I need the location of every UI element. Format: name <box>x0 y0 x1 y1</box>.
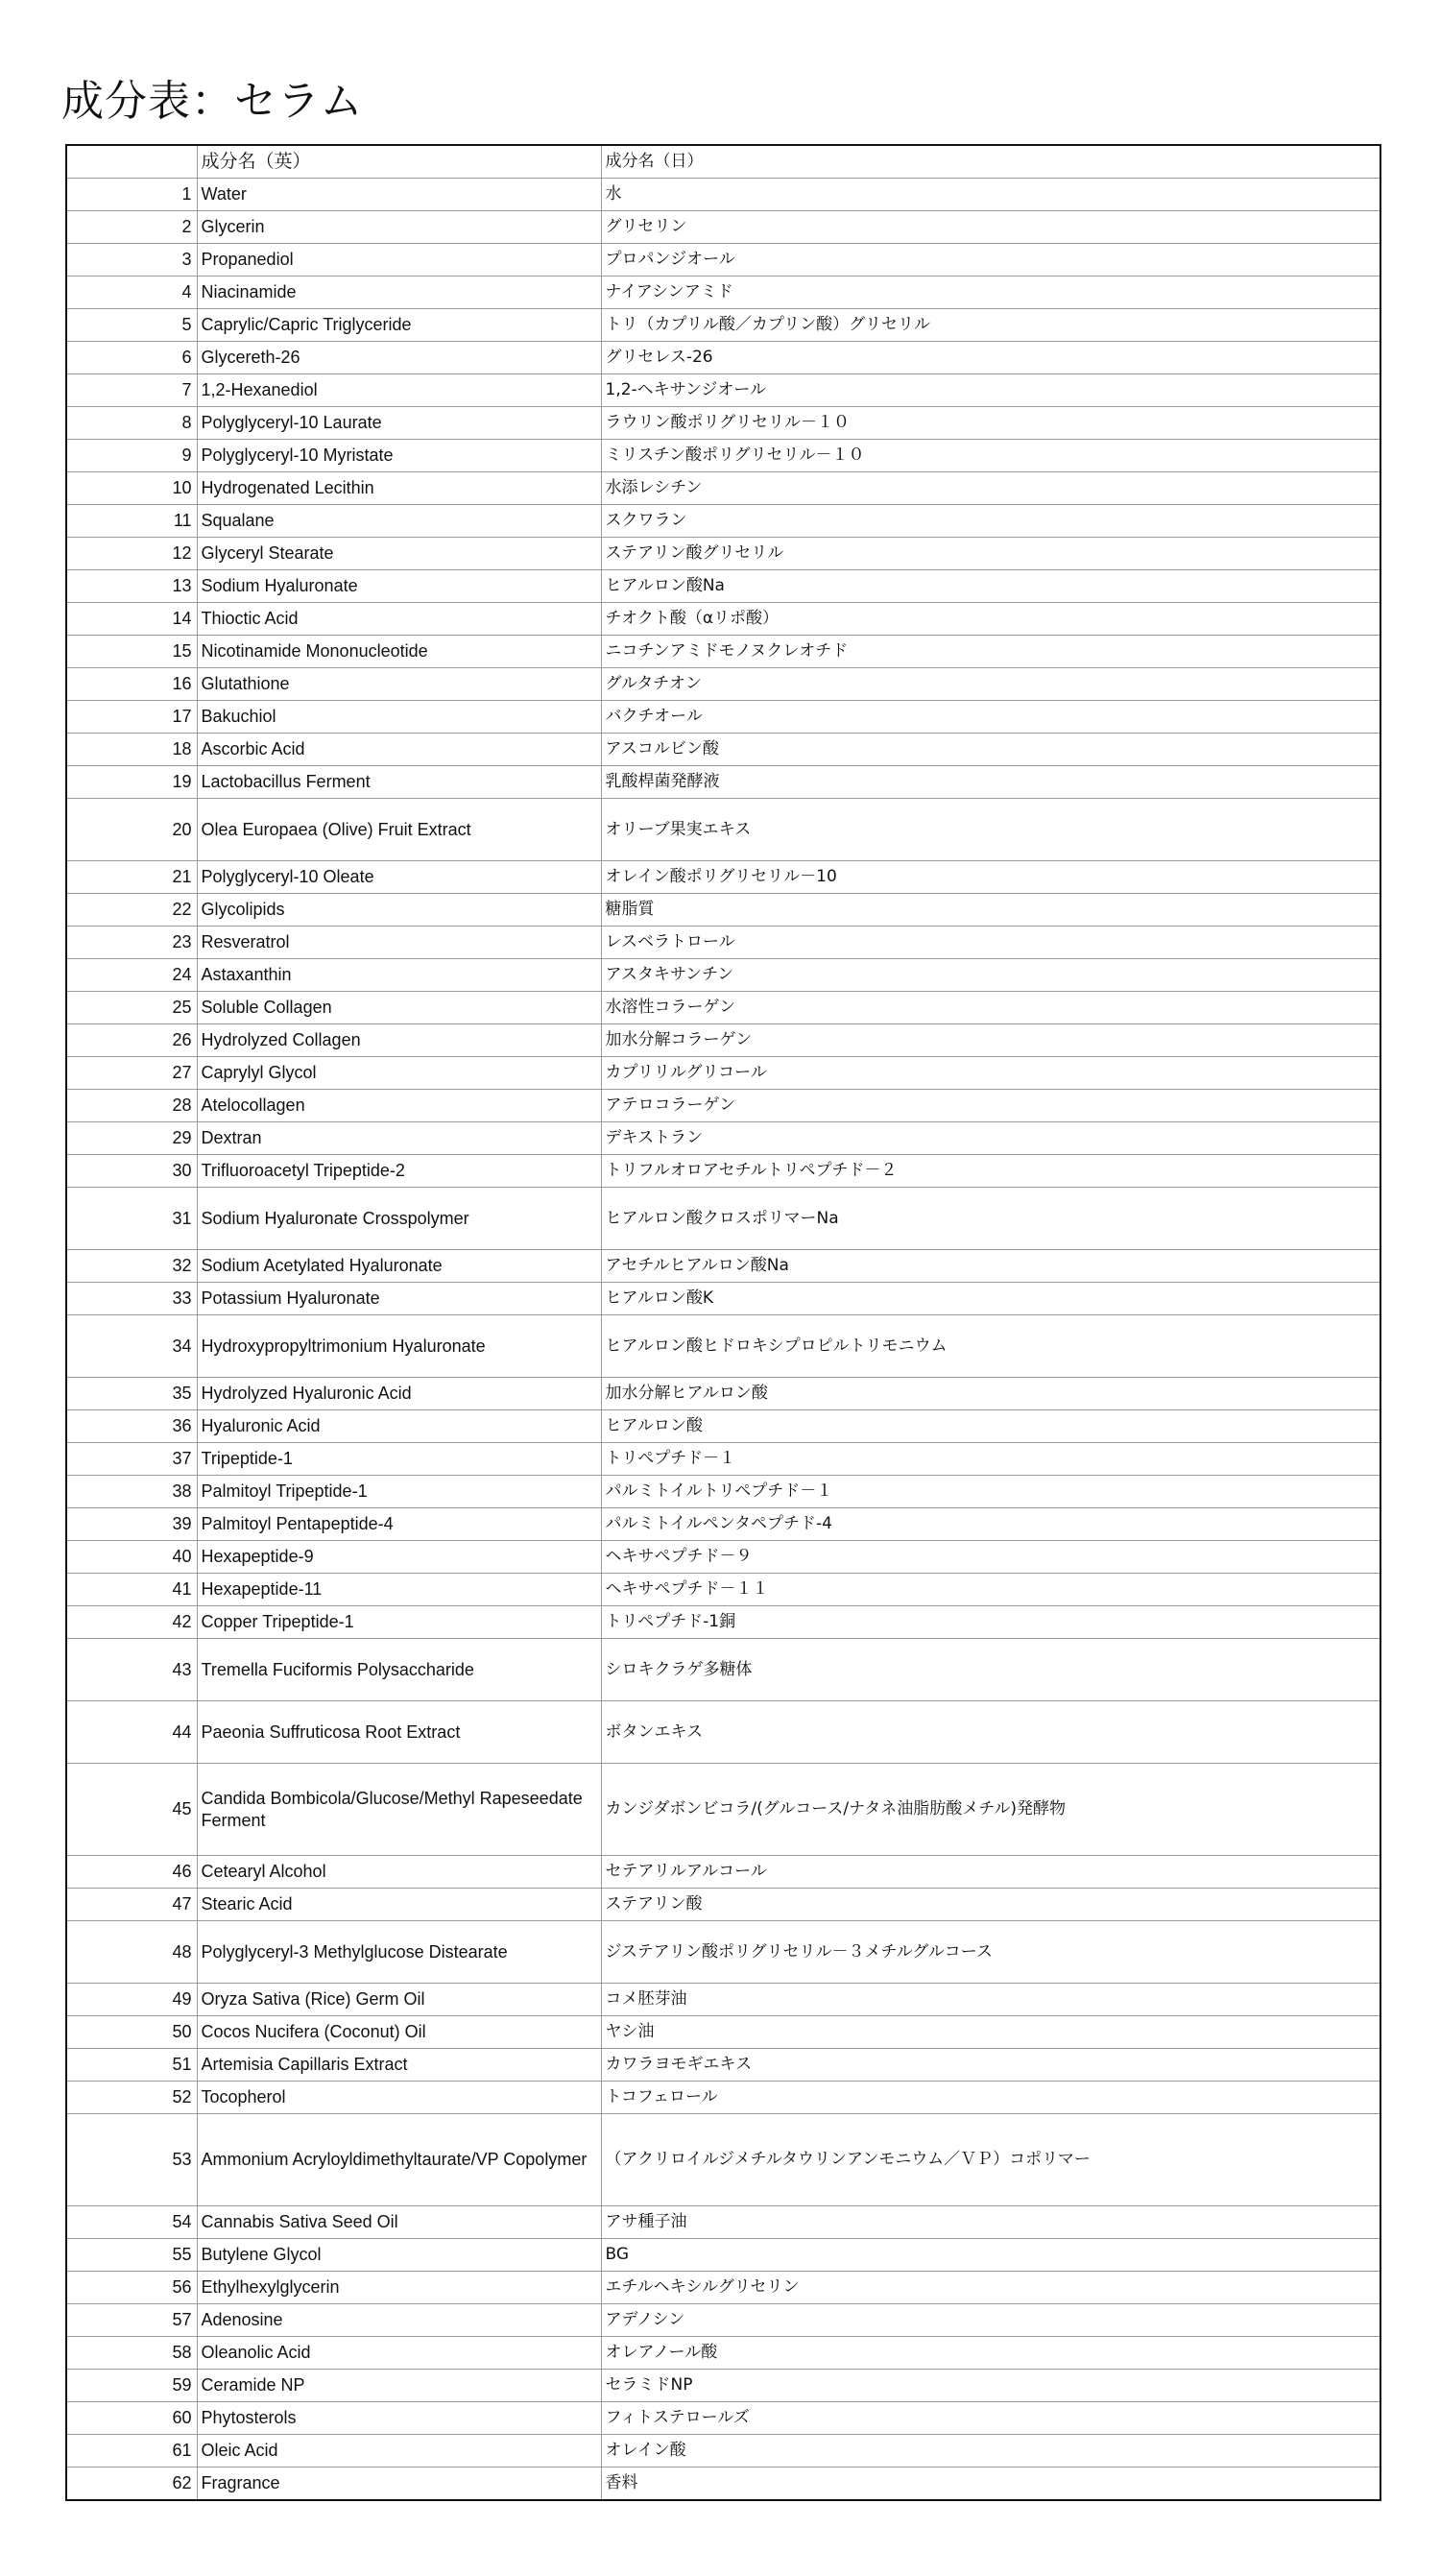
ingredient-japanese-name: プロパンジオール <box>601 244 1380 277</box>
ingredient-japanese-name: トリ（カプリル酸／カプリン酸）グリセリル <box>601 309 1380 342</box>
ingredient-japanese-name: ヒアルロン酸Na <box>601 570 1380 603</box>
row-number: 48 <box>66 1921 197 1984</box>
ingredient-japanese-name: 水溶性コラーゲン <box>601 992 1380 1024</box>
ingredient-english-name: Niacinamide <box>197 277 601 309</box>
ingredient-japanese-name: アスタキサンチン <box>601 959 1380 992</box>
ingredient-japanese-name: アセチルヒアルロン酸Na <box>601 1250 1380 1283</box>
ingredient-english-name: Hydrogenated Lecithin <box>197 472 601 505</box>
table-row <box>66 636 1380 668</box>
ingredient-english-name: Water <box>197 179 601 211</box>
ingredient-japanese-name: 1,2-ヘキサンジオール <box>601 374 1380 407</box>
ingredient-japanese-name: シロキクラゲ多糖体 <box>601 1639 1380 1701</box>
table-row <box>66 1410 1380 1443</box>
row-number: 17 <box>66 701 197 734</box>
row-number: 16 <box>66 668 197 701</box>
ingredient-japanese-name: トリペプチド－１ <box>601 1443 1380 1476</box>
table-row <box>66 374 1380 407</box>
row-number: 46 <box>66 1856 197 1889</box>
table-row <box>66 2082 1380 2114</box>
ingredient-english-name: Cocos Nucifera (Coconut) Oil <box>197 2016 601 2049</box>
ingredient-japanese-name: 水 <box>601 179 1380 211</box>
ingredient-english-name: Nicotinamide Mononucleotide <box>197 636 601 668</box>
table-row <box>66 766 1380 799</box>
table-row <box>66 1090 1380 1122</box>
ingredient-japanese-name: バクチオール <box>601 701 1380 734</box>
table-row <box>66 1155 1380 1188</box>
table-row <box>66 1443 1380 1476</box>
ingredient-english-name: Hydroxypropyltrimonium Hyaluronate <box>197 1315 601 1378</box>
row-number: 35 <box>66 1378 197 1410</box>
table-row <box>66 2337 1380 2370</box>
ingredient-japanese-name: 糖脂質 <box>601 894 1380 927</box>
ingredient-japanese-name: パルミトイルトリペプチド－１ <box>601 1476 1380 1508</box>
ingredient-english-name: Glycolipids <box>197 894 601 927</box>
ingredient-english-name: Ascorbic Acid <box>197 734 601 766</box>
row-number: 43 <box>66 1639 197 1701</box>
row-number: 1 <box>66 179 197 211</box>
row-number: 34 <box>66 1315 197 1378</box>
row-number: 2 <box>66 211 197 244</box>
row-number: 40 <box>66 1541 197 1574</box>
ingredient-japanese-name: 香料 <box>601 2468 1380 2501</box>
ingredient-english-name: Hexapeptide-9 <box>197 1541 601 1574</box>
ingredient-japanese-name: カンジダボンビコラ/(グルコース/ナタネ油脂肪酸メチル)発酵物 <box>601 1764 1380 1856</box>
row-number: 8 <box>66 407 197 440</box>
table-row <box>66 1250 1380 1283</box>
ingredient-japanese-name: アサ種子油 <box>601 2206 1380 2239</box>
ingredient-english-name: Paeonia Suffruticosa Root Extract <box>197 1701 601 1764</box>
table-row <box>66 2114 1380 2206</box>
ingredient-japanese-name: フィトステロールズ <box>601 2402 1380 2435</box>
ingredient-table <box>65 144 1381 2501</box>
row-number: 60 <box>66 2402 197 2435</box>
row-number: 49 <box>66 1984 197 2016</box>
ingredient-english-name: 1,2-Hexanediol <box>197 374 601 407</box>
table-row <box>66 538 1380 570</box>
ingredient-japanese-name: グリセレス-26 <box>601 342 1380 374</box>
table-row <box>66 668 1380 701</box>
table-body <box>66 179 1380 2501</box>
ingredient-english-name: Glycereth-26 <box>197 342 601 374</box>
ingredient-english-name: Artemisia Capillaris Extract <box>197 2049 601 2082</box>
ingredient-english-name: Polyglyceryl-3 Methylglucose Distearate <box>197 1921 601 1984</box>
row-number: 25 <box>66 992 197 1024</box>
table-row <box>66 2304 1380 2337</box>
ingredient-japanese-name: ステアリン酸 <box>601 1889 1380 1921</box>
table-row <box>66 2049 1380 2082</box>
row-number: 47 <box>66 1889 197 1921</box>
page-title: 成分表：セラム <box>61 77 364 126</box>
table-row <box>66 309 1380 342</box>
ingredient-english-name: Butylene Glycol <box>197 2239 601 2272</box>
header-english-name: 成分名（英） <box>197 145 601 179</box>
ingredient-english-name: Ceramide NP <box>197 2370 601 2402</box>
ingredient-english-name: Potassium Hyaluronate <box>197 1283 601 1315</box>
table-row <box>66 2468 1380 2501</box>
ingredient-english-name: Tremella Fuciformis Polysaccharide <box>197 1639 601 1701</box>
ingredient-english-name: Sodium Hyaluronate Crosspolymer <box>197 1188 601 1250</box>
ingredient-english-name: Cannabis Sativa Seed Oil <box>197 2206 601 2239</box>
row-number: 56 <box>66 2272 197 2304</box>
row-number: 36 <box>66 1410 197 1443</box>
table-row <box>66 2206 1380 2239</box>
ingredient-english-name: Fragrance <box>197 2468 601 2501</box>
table-row <box>66 1764 1380 1856</box>
row-number: 44 <box>66 1701 197 1764</box>
row-number: 24 <box>66 959 197 992</box>
row-number: 57 <box>66 2304 197 2337</box>
table-row <box>66 1057 1380 1090</box>
row-number: 15 <box>66 636 197 668</box>
table-row <box>66 1283 1380 1315</box>
row-number: 19 <box>66 766 197 799</box>
table-row <box>66 603 1380 636</box>
ingredient-japanese-name: オレイン酸ポリグリセリル－10 <box>601 861 1380 894</box>
ingredient-japanese-name: ヤシ油 <box>601 2016 1380 2049</box>
ingredient-japanese-name: ミリスチン酸ポリグリセリル－１０ <box>601 440 1380 472</box>
row-number: 7 <box>66 374 197 407</box>
ingredient-english-name: Palmitoyl Tripeptide-1 <box>197 1476 601 1508</box>
ingredient-japanese-name: ボタンエキス <box>601 1701 1380 1764</box>
ingredient-japanese-name: 加水分解コラーゲン <box>601 1024 1380 1057</box>
row-number: 3 <box>66 244 197 277</box>
ingredient-english-name: Oleanolic Acid <box>197 2337 601 2370</box>
row-number: 21 <box>66 861 197 894</box>
table-row <box>66 179 1380 211</box>
row-number: 39 <box>66 1508 197 1541</box>
row-number: 4 <box>66 277 197 309</box>
ingredient-japanese-name: コメ胚芽油 <box>601 1984 1380 2016</box>
ingredient-english-name: Hyaluronic Acid <box>197 1410 601 1443</box>
table-row <box>66 1639 1380 1701</box>
row-number: 12 <box>66 538 197 570</box>
ingredient-english-name: Adenosine <box>197 2304 601 2337</box>
ingredient-japanese-name: セテアリルアルコール <box>601 1856 1380 1889</box>
ingredient-japanese-name: ヘキサペプチド－１１ <box>601 1574 1380 1606</box>
row-number: 9 <box>66 440 197 472</box>
table-row <box>66 1476 1380 1508</box>
ingredient-english-name: Ammonium Acryloyldimethyltaurate/VP Copolymer <box>197 2114 601 2206</box>
table-row <box>66 2239 1380 2272</box>
row-number: 13 <box>66 570 197 603</box>
row-number: 58 <box>66 2337 197 2370</box>
row-number: 59 <box>66 2370 197 2402</box>
row-number: 11 <box>66 505 197 538</box>
row-number: 32 <box>66 1250 197 1283</box>
header-japanese-name: 成分名（日） <box>601 145 1380 179</box>
row-number: 30 <box>66 1155 197 1188</box>
ingredient-japanese-name: ジステアリン酸ポリグリセリル－３メチルグルコース <box>601 1921 1380 1984</box>
ingredient-japanese-name: オリーブ果実エキス <box>601 799 1380 861</box>
table-row <box>66 2402 1380 2435</box>
row-number: 14 <box>66 603 197 636</box>
ingredient-english-name: Hexapeptide-11 <box>197 1574 601 1606</box>
row-number: 27 <box>66 1057 197 1090</box>
table-row <box>66 277 1380 309</box>
ingredient-english-name: Polyglyceryl-10 Oleate <box>197 861 601 894</box>
table-row <box>66 407 1380 440</box>
ingredient-english-name: Copper Tripeptide-1 <box>197 1606 601 1639</box>
ingredient-english-name: Oryza Sativa (Rice) Germ Oil <box>197 1984 601 2016</box>
ingredient-english-name: Hydrolyzed Collagen <box>197 1024 601 1057</box>
ingredient-english-name: Polyglyceryl-10 Myristate <box>197 440 601 472</box>
ingredient-japanese-name: ヒアルロン酸ヒドロキシプロピルトリモニウム <box>601 1315 1380 1378</box>
row-number: 53 <box>66 2114 197 2206</box>
ingredient-english-name: Glycerin <box>197 211 601 244</box>
ingredient-japanese-name: グルタチオン <box>601 668 1380 701</box>
table-row <box>66 211 1380 244</box>
ingredient-japanese-name: ヒアルロン酸クロスポリマーNa <box>601 1188 1380 1250</box>
ingredient-japanese-name: オレアノール酸 <box>601 2337 1380 2370</box>
ingredient-japanese-name: パルミトイルペンタペプチド-4 <box>601 1508 1380 1541</box>
ingredient-japanese-name: カプリリルグリコール <box>601 1057 1380 1090</box>
ingredient-english-name: Sodium Acetylated Hyaluronate <box>197 1250 601 1283</box>
row-number: 54 <box>66 2206 197 2239</box>
ingredient-japanese-name: トリフルオロアセチルトリペプチド－２ <box>601 1155 1380 1188</box>
ingredient-english-name: Tocopherol <box>197 2082 601 2114</box>
ingredient-japanese-name: オレイン酸 <box>601 2435 1380 2468</box>
ingredient-english-name: Cetearyl Alcohol <box>197 1856 601 1889</box>
ingredient-english-name: Squalane <box>197 505 601 538</box>
row-number: 22 <box>66 894 197 927</box>
row-number: 20 <box>66 799 197 861</box>
table-row <box>66 1508 1380 1541</box>
row-number: 41 <box>66 1574 197 1606</box>
ingredient-english-name: Trifluoroacetyl Tripeptide-2 <box>197 1155 601 1188</box>
row-number: 62 <box>66 2468 197 2501</box>
ingredient-english-name: Phytosterols <box>197 2402 601 2435</box>
ingredient-english-name: Glutathione <box>197 668 601 701</box>
ingredient-japanese-name: 加水分解ヒアルロン酸 <box>601 1378 1380 1410</box>
table-row <box>66 1889 1380 1921</box>
ingredient-japanese-name: アスコルビン酸 <box>601 734 1380 766</box>
ingredient-japanese-name: ニコチンアミドモノヌクレオチド <box>601 636 1380 668</box>
table-row <box>66 1122 1380 1155</box>
ingredient-japanese-name: トリペプチド-1銅 <box>601 1606 1380 1639</box>
ingredient-english-name: Lactobacillus Ferment <box>197 766 601 799</box>
table-row <box>66 342 1380 374</box>
ingredient-english-name: Caprylic/Capric Triglyceride <box>197 309 601 342</box>
ingredient-english-name: Candida Bombicola/Glucose/Methyl Rapeseedate Ferment <box>197 1764 601 1856</box>
ingredient-english-name: Soluble Collagen <box>197 992 601 1024</box>
ingredient-japanese-name: ヒアルロン酸K <box>601 1283 1380 1315</box>
ingredient-english-name: Oleic Acid <box>197 2435 601 2468</box>
table-row <box>66 701 1380 734</box>
table-row <box>66 992 1380 1024</box>
ingredient-english-name: Hydrolyzed Hyaluronic Acid <box>197 1378 601 1410</box>
table-row <box>66 1378 1380 1410</box>
table-row <box>66 2370 1380 2402</box>
table-row <box>66 1188 1380 1250</box>
table-row <box>66 1606 1380 1639</box>
ingredient-japanese-name: セラミドNP <box>601 2370 1380 2402</box>
table-row <box>66 1984 1380 2016</box>
ingredient-japanese-name: グリセリン <box>601 211 1380 244</box>
row-number: 38 <box>66 1476 197 1508</box>
table-row <box>66 1701 1380 1764</box>
ingredient-japanese-name: ヒアルロン酸 <box>601 1410 1380 1443</box>
ingredient-japanese-name: アデノシン <box>601 2304 1380 2337</box>
ingredient-english-name: Thioctic Acid <box>197 603 601 636</box>
ingredient-japanese-name: BG <box>601 2239 1380 2272</box>
table-row <box>66 1574 1380 1606</box>
ingredient-japanese-name: ヘキサペプチド－９ <box>601 1541 1380 1574</box>
table-row <box>66 2435 1380 2468</box>
row-number: 61 <box>66 2435 197 2468</box>
row-number: 5 <box>66 309 197 342</box>
row-number: 6 <box>66 342 197 374</box>
ingredient-english-name: Astaxanthin <box>197 959 601 992</box>
row-number: 29 <box>66 1122 197 1155</box>
row-number: 23 <box>66 927 197 959</box>
table-row <box>66 927 1380 959</box>
ingredient-japanese-name: ラウリン酸ポリグリセリル－１０ <box>601 407 1380 440</box>
table-row <box>66 1856 1380 1889</box>
ingredient-japanese-name: エチルヘキシルグリセリン <box>601 2272 1380 2304</box>
row-number: 45 <box>66 1764 197 1856</box>
ingredient-english-name: Olea Europaea (Olive) Fruit Extract <box>197 799 601 861</box>
row-number: 51 <box>66 2049 197 2082</box>
ingredient-english-name: Atelocollagen <box>197 1090 601 1122</box>
ingredient-english-name: Polyglyceryl-10 Laurate <box>197 407 601 440</box>
ingredient-japanese-name: アテロコラーゲン <box>601 1090 1380 1122</box>
row-number: 31 <box>66 1188 197 1250</box>
table-row <box>66 894 1380 927</box>
ingredient-english-name: Sodium Hyaluronate <box>197 570 601 603</box>
table-row <box>66 861 1380 894</box>
table-row <box>66 1315 1380 1378</box>
ingredient-english-name: Glyceryl Stearate <box>197 538 601 570</box>
ingredient-english-name: Dextran <box>197 1122 601 1155</box>
table-row <box>66 734 1380 766</box>
ingredient-japanese-name: 水添レシチン <box>601 472 1380 505</box>
row-number: 42 <box>66 1606 197 1639</box>
ingredient-english-name: Resveratrol <box>197 927 601 959</box>
row-number: 28 <box>66 1090 197 1122</box>
ingredient-english-name: Ethylhexylglycerin <box>197 2272 601 2304</box>
ingredient-japanese-name: トコフェロール <box>601 2082 1380 2114</box>
table-row <box>66 1024 1380 1057</box>
table-row <box>66 799 1380 861</box>
header-number <box>66 145 197 179</box>
row-number: 50 <box>66 2016 197 2049</box>
ingredient-japanese-name: ナイアシンアミド <box>601 277 1380 309</box>
ingredient-japanese-name: チオクト酸（αリポ酸） <box>601 603 1380 636</box>
ingredient-english-name: Bakuchiol <box>197 701 601 734</box>
ingredient-english-name: Propanediol <box>197 244 601 277</box>
ingredient-japanese-name: スクワラン <box>601 505 1380 538</box>
table-row <box>66 244 1380 277</box>
table-row <box>66 959 1380 992</box>
ingredient-japanese-name: レスベラトロール <box>601 927 1380 959</box>
ingredient-english-name: Tripeptide-1 <box>197 1443 601 1476</box>
table-row <box>66 570 1380 603</box>
row-number: 55 <box>66 2239 197 2272</box>
table-row <box>66 2272 1380 2304</box>
table-row <box>66 505 1380 538</box>
ingredient-english-name: Stearic Acid <box>197 1889 601 1921</box>
table-header-row <box>66 145 1380 179</box>
row-number: 33 <box>66 1283 197 1315</box>
ingredient-japanese-name: （アクリロイルジメチルタウリンアンモニウム／ＶＰ）コポリマー <box>601 2114 1380 2206</box>
table-row <box>66 1541 1380 1574</box>
ingredient-japanese-name: 乳酸桿菌発酵液 <box>601 766 1380 799</box>
row-number: 26 <box>66 1024 197 1057</box>
table-row <box>66 472 1380 505</box>
row-number: 52 <box>66 2082 197 2114</box>
ingredient-japanese-name: デキストラン <box>601 1122 1380 1155</box>
table-row <box>66 2016 1380 2049</box>
row-number: 37 <box>66 1443 197 1476</box>
ingredient-english-name: Caprylyl Glycol <box>197 1057 601 1090</box>
ingredient-english-name: Palmitoyl Pentapeptide-4 <box>197 1508 601 1541</box>
ingredient-japanese-name: カワラヨモギエキス <box>601 2049 1380 2082</box>
row-number: 10 <box>66 472 197 505</box>
table-row <box>66 440 1380 472</box>
ingredient-japanese-name: ステアリン酸グリセリル <box>601 538 1380 570</box>
row-number: 18 <box>66 734 197 766</box>
table-row <box>66 1921 1380 1984</box>
